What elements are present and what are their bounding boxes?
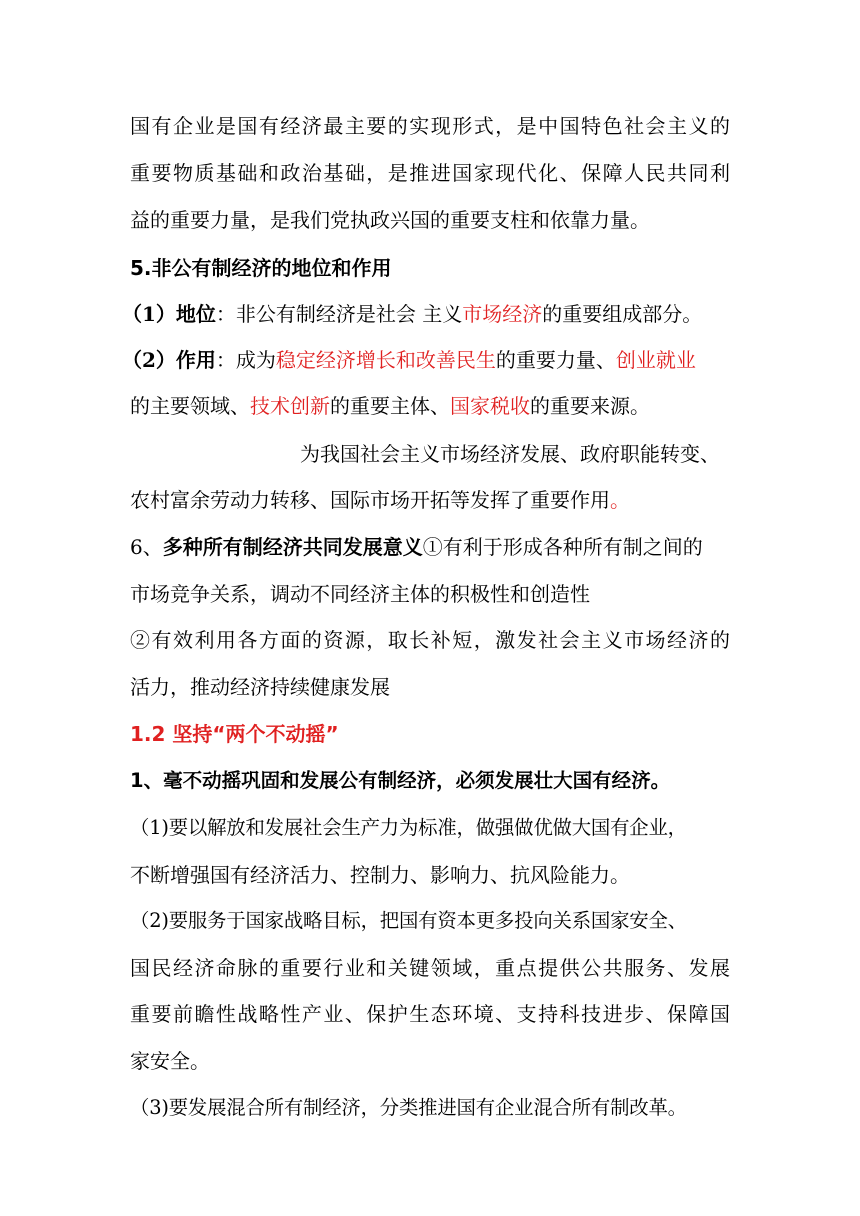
paragraph-line: ②有效利用各方面的资源，取长补短，激发社会主义市场经济的 [130, 628, 730, 652]
text: 农村富余劳动力转移、国际市场开拓等发挥了重要作用 [130, 488, 610, 512]
item-2-line: 家安全。 [130, 1049, 210, 1073]
item-1-line: 不断增强国有经济活力、控制力、影响力、抗风险能力。 [130, 863, 630, 887]
section-title: 多种所有制经济共同发展意义 [162, 535, 423, 559]
item-1-line: （1)要以解放和发展社会生产力为标准，做强做优做大国有企业， [130, 816, 687, 839]
item-2-line: （2)要服务于国家战略目标，把国有资本更多投向关系国家安全、 [130, 909, 687, 932]
keyword-stabilize: 稳定经济增长和改善民生 [275, 348, 496, 372]
item-3-line: （3)要发展混合所有制经济，分类推进国有企业混合所有制改革。 [130, 1096, 687, 1119]
paragraph-line: 国有企业是国有经济最主要的实现形式，是中国特色社会主义的 [130, 114, 730, 138]
paragraph-line: 为我国社会主义市场经济发展、政府职能转变、 [300, 442, 720, 466]
paragraph-line: 市场竞争关系，调动不同经济主体的积极性和创造性 [130, 582, 590, 606]
text: 的主要领域、 [130, 394, 250, 418]
text: 的重要主体、 [330, 394, 450, 418]
role-line-2 [130, 390, 730, 422]
status-line [122, 298, 732, 330]
text: 的重要来源。 [530, 394, 650, 418]
paragraph-line [130, 484, 730, 516]
keyword-employment: 创业就业 [615, 348, 696, 372]
section-heading-6 [130, 531, 730, 563]
keyword-market-economy: 市场经济 [462, 302, 543, 326]
section-heading-5: 5.非公有制经济的地位和作用 [130, 256, 392, 280]
paragraph-line: 活力，推动经济持续健康发展 [130, 675, 390, 699]
text: 的重要组成部分。 [542, 302, 703, 326]
item-2-line: 重要前瞻性战略性产业、保护生态环境、支持科技进步、保障国 [130, 1002, 730, 1026]
paragraph-line: 益的重要力量，是我们党执政兴国的重要支柱和依靠力量。 [130, 208, 650, 232]
text: ：成为 [215, 348, 276, 372]
label-role: （2）作用 [122, 348, 216, 372]
red-period: 。 [610, 488, 630, 512]
text: ：非公有制经济是社会 主义 [215, 302, 463, 326]
text: 的重要力量、 [495, 348, 616, 372]
section-number: 6、 [130, 535, 163, 559]
role-line-1 [122, 344, 732, 376]
label-status: （1）地位 [122, 302, 216, 326]
heading-1: 1、毫不动摇巩固和发展公有制经济，必须发展壮大国有经济。 [130, 769, 671, 792]
keyword-innovation: 技术创新 [250, 394, 330, 418]
item-2-line: 国民经济命脉的重要行业和关键领域，重点提供公共服务、发展 [130, 956, 730, 980]
keyword-tax: 国家税收 [450, 394, 530, 418]
section-heading-1-2: 1.2 坚持“两个不动摇” [130, 722, 339, 746]
paragraph-line: 重要物质基础和政治基础，是推进国家现代化、保障人民共同利 [130, 161, 730, 185]
text: ①有利于形成各种所有制之间的 [422, 535, 703, 559]
